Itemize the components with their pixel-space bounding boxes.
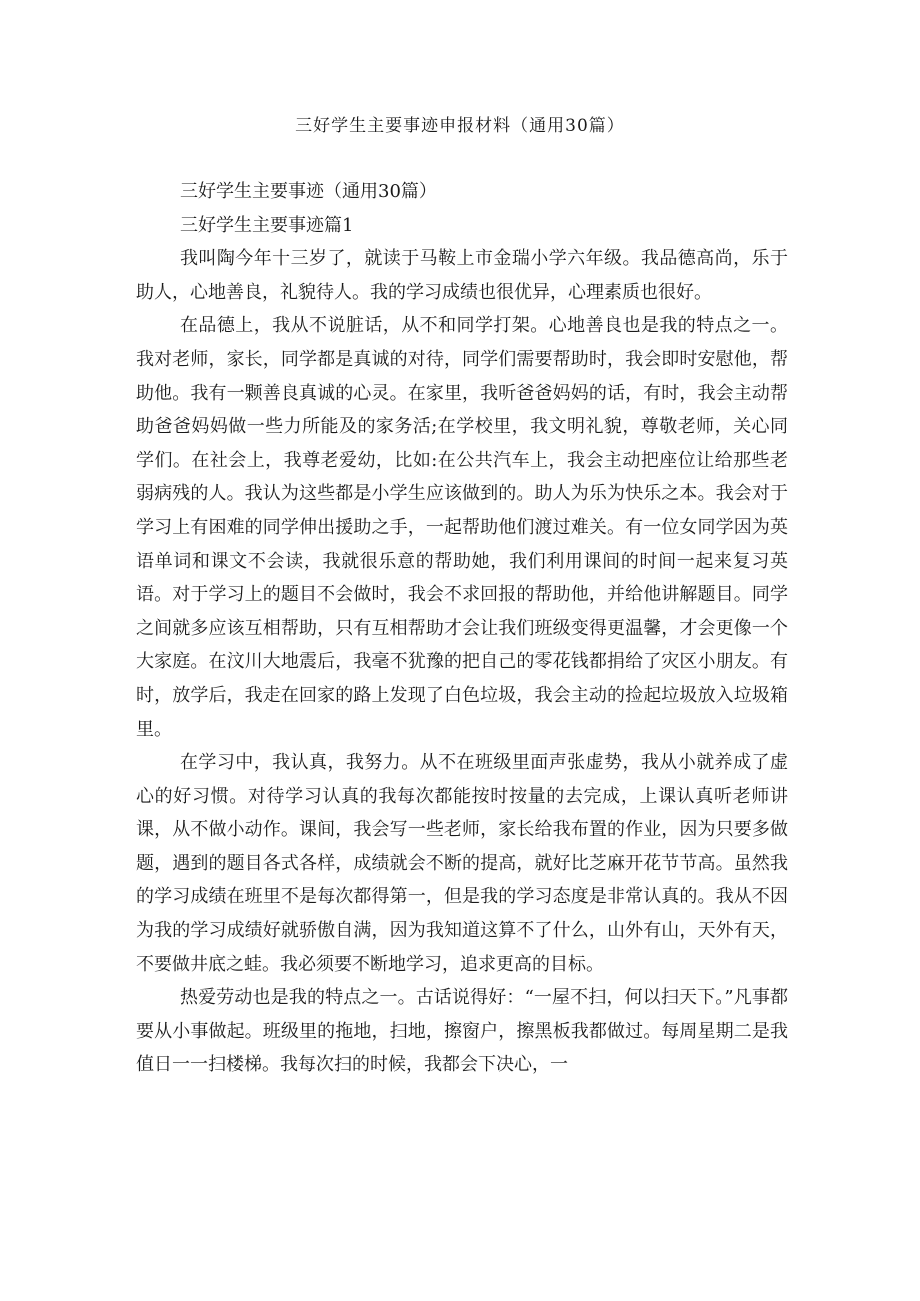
paragraph-labor: 热爱劳动也是我的特点之一。古话说得好：“一屋不扫，何以扫天下。”凡事都要从小事做起。班级里的拖地，扫地，擦窗户，擦黑板我都做过。每周星期二是我值日一一扫楼梯。我每次扫的时候，我都会下决心，一 xyxy=(136,987,788,1076)
paragraph-study: 在学习中，我认真，我努力。从不在班级里面声张虚势，我从小就养成了虚心的好习惯。对待学习认真的我每次都能按时按量的去完成，上课认真听老师讲课，从不做小动作。课间，我会写一些老师，家长给我布置的作业，因为只要多做题，遇到的题目各式各样，成绩就会不断的提高，就好比芝麻开花节节高。虽然我的学习成绩在班里不是每次都得第一，但是我的学习态度是非常认真的。我从不因为我的学习成绩好就骄傲自满，因为我知道这算不了什么，山外有山，天外有天，不要做井底之蛙。我必须要不断地学习，追求更高的目标。 xyxy=(136,752,788,975)
document-body xyxy=(136,175,788,1082)
paragraph-intro: 我叫陶今年十三岁了，就读于马鞍上市金瑞小学六年级。我品德高尚，乐于助人，心地善良，礼貌待人。我的学习成绩也很优异，心理素质也很好。 xyxy=(136,248,788,303)
section-heading: 三好学生主要事迹篇1 xyxy=(180,214,354,236)
paragraph-morality: 在品德上，我从不说脏话，从不和同学打架。心地善良也是我的特点之一。我对老师，家长，同学都是真诚的对待，同学们需要帮助时，我会即时安慰他，帮助他。我有一颗善良真诚的心灵。在家里，我听爸爸妈妈的话，有时，我会主动帮助爸爸妈妈做一些力所能及的家务活;在学校里，我文明礼貌，尊敬老师，关心同学们。在社会上，我尊老爱幼，比如:在公共汽车上，我会主动把座位让给那些老弱病残的人。我认为这些都是小学生应该做到的。助人为乐为快乐之本。我会对于学习上有困难的同学伸出援助之手，一起帮助他们渡过难关。有一位女同学因为英语单词和课文不会读，我就很乐意的帮助她，我们利用课间的时间一起来复习英语。对于学习上的题目不会做时，我会不求回报的帮助他，并给他讲解题目。同学之间就多应该互相帮助，只有互相帮助才会让我们班级变得更温馨，才会更像一个大家庭。在汶川大地震后，我毫不犹豫的把自己的零花钱都捐给了灾区小朋友。有时，放学后，我走在回家的路上发现了白色垃圾，我会主动的捡起垃圾放入垃圾箱里。 xyxy=(136,315,788,740)
document-title: 三好学生主要事迹申报材料（通用30篇） xyxy=(295,116,625,136)
document-subtitle: 三好学生主要事迹（通用30篇） xyxy=(180,181,437,202)
